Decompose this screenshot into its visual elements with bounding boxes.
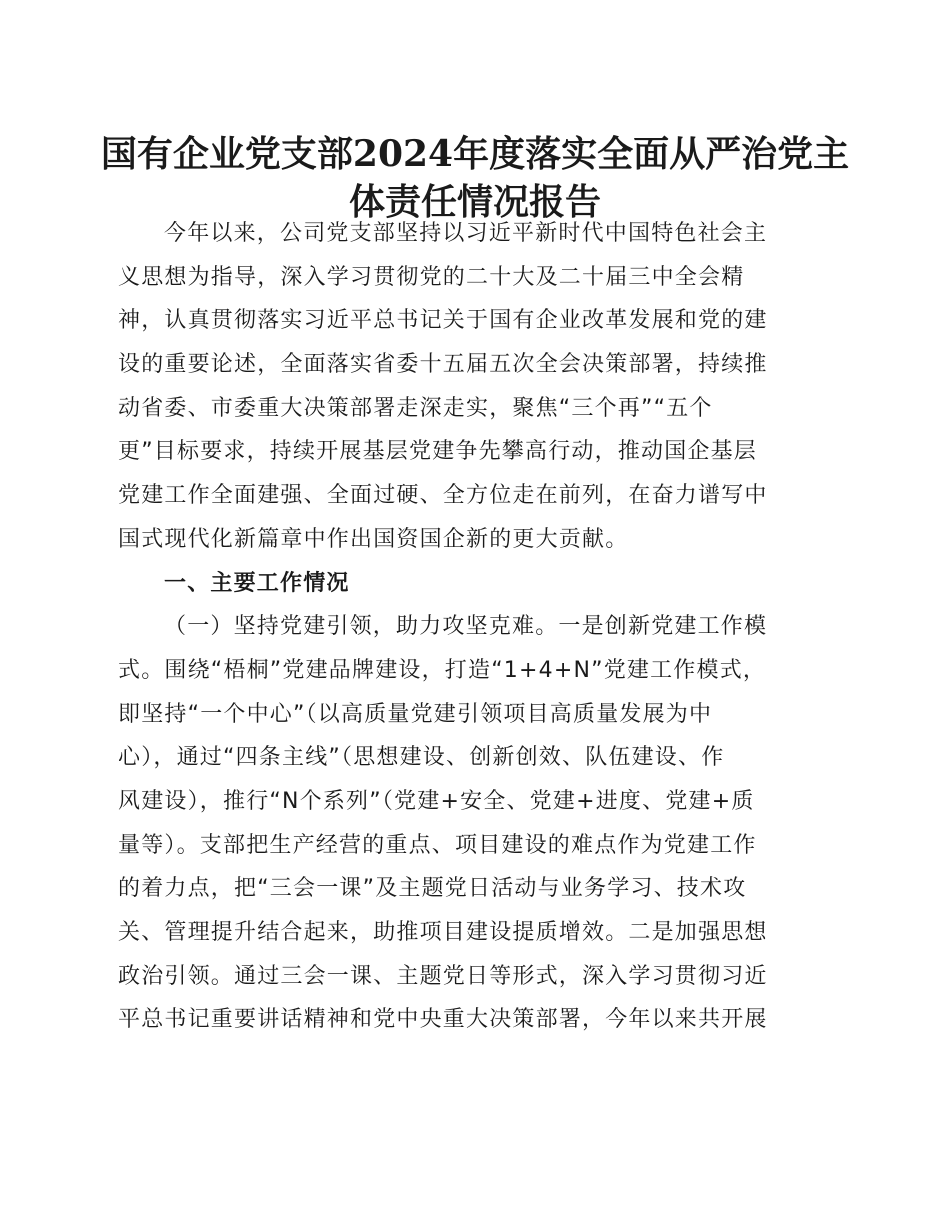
paragraph-line: 政治引领。通过三会一课、主题党日等形式，深入学习贯彻习近 <box>118 963 768 989</box>
paragraph-line: 式。围绕“梧桐”党建品牌建设，打造“1+4+N”党建工作模式， <box>118 657 767 683</box>
paragraph-line: （一）坚持党建引领，助力攻坚克难。一是创新党建工作模 <box>164 614 768 640</box>
paragraph-line: 动省委、市委重大决策部署走深走实，聚焦“三个再”“五个 <box>118 395 713 421</box>
paragraph-line: 今年以来，公司党支部坚持以习近平新时代中国特色社会主 <box>164 221 768 246</box>
paragraph-line: 的着力点，把“三会一课”及主题党日活动与业务学习、技术攻 <box>118 876 747 902</box>
paragraph-line: 国式现代化新篇章中作出国资国企新的更大贡献。 <box>118 526 629 552</box>
title-line-2: 体责任情况报告 <box>348 181 601 223</box>
paragraph-line: 心），通过“四条主线”（思想建设、创新创效、队伍建设、作 <box>118 745 725 771</box>
paragraph-line: 设的重要论述，全面落实省委十五届五次全会决策部署，持续推 <box>118 352 768 378</box>
paragraph-line: 党建工作全面建强、全面过硬、全方位走在前列，在奋力谱写中 <box>118 483 768 509</box>
paragraph-line: 即坚持“一个中心”（以高质量党建引领项目高质量发展为中 <box>118 701 713 727</box>
section-heading: 一、主要工作情况 <box>164 570 350 596</box>
paragraph-line: 神，认真贯彻落实习近平总书记关于国有企业改革发展和党的建 <box>118 308 768 334</box>
title-line-1: 国有企业党支部2024年度落实全面从严治党主 <box>100 133 850 175</box>
paragraph-line: 义思想为指导，深入学习贯彻党的二十大及二十届三中全会精 <box>118 264 745 290</box>
paragraph-line: 更”目标要求，持续开展基层党建争先攀高行动，推动国企基层 <box>118 439 757 465</box>
paragraph-line: 量等）。支部把生产经营的重点、项目建设的难点作为党建工作 <box>118 832 757 858</box>
paragraph-line: 风建设），推行“N个系列”（党建+安全、党建+进度、党建+质 <box>118 788 755 814</box>
document-body <box>118 212 818 1042</box>
paragraph-line: 关、管理提升结合起来，助推项目建设提质增效。二是加强思想 <box>118 920 768 945</box>
paragraph-line: 平总书记重要讲话精神和党中央重大决策部署，今年以来共开展 <box>118 1007 768 1033</box>
